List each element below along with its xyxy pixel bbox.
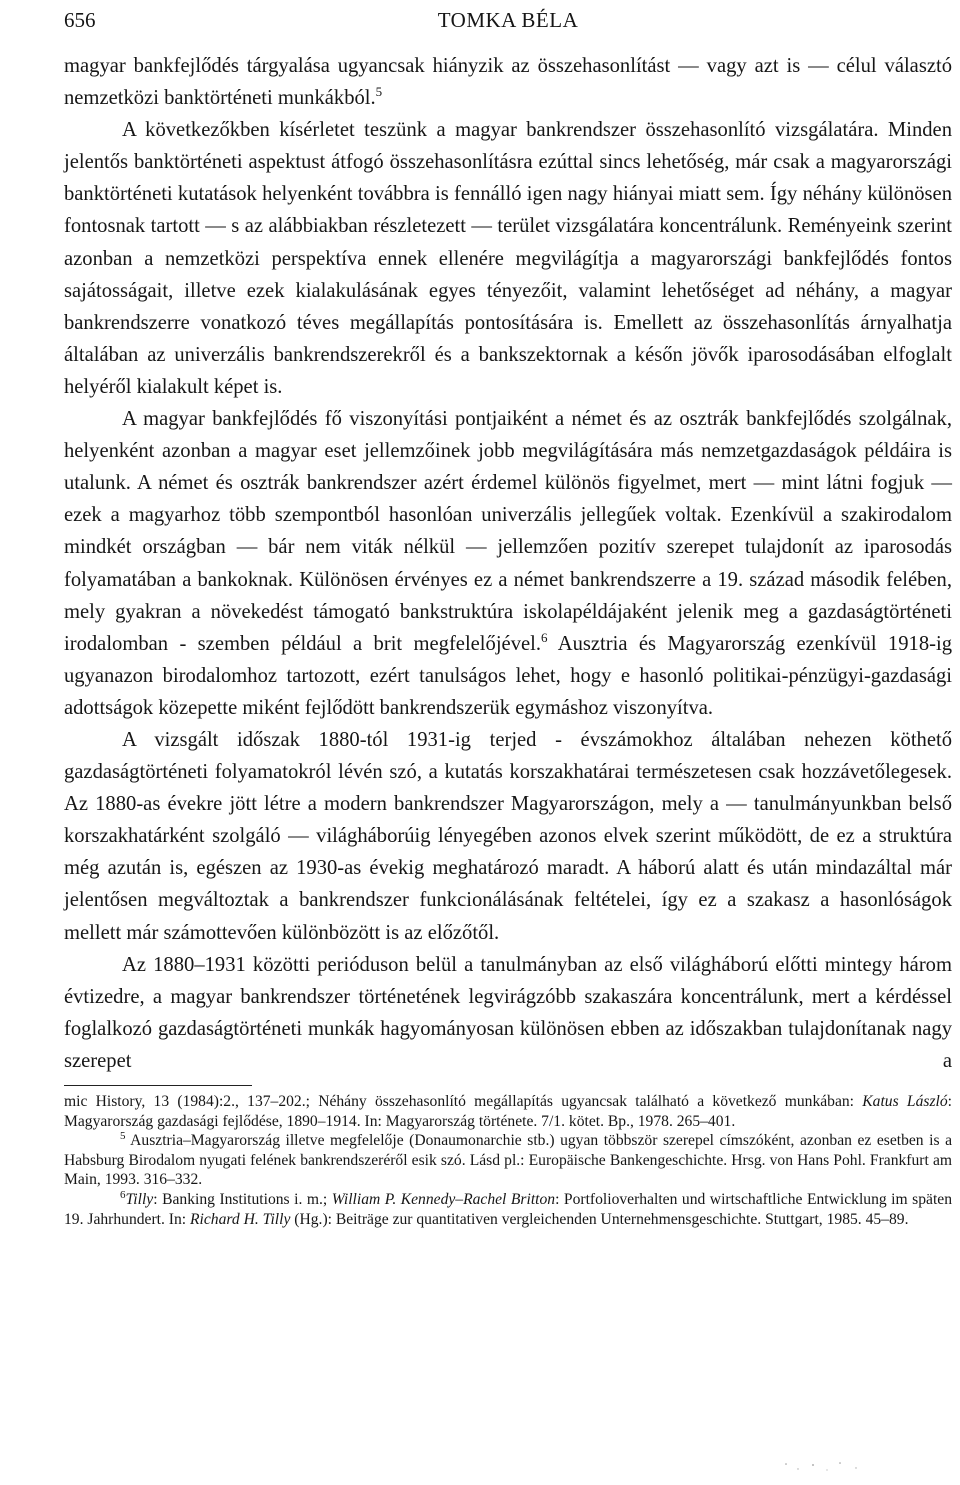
footnote-6-text-3: (Hg.): Beiträge zur quantitativen vergleichenden Unternehmensgeschichte. Stuttgart, 1985. 45–89. (290, 1210, 909, 1228)
footnote-ref-6: 6 (541, 629, 548, 645)
paragraph-3-text-b: Ausztria és Magyarország ezenkívül 1918-ig ugyanazon birodalomhoz tartozott, ezért tanulságos lehet, hogy e hasonló politikai-pénzügyi-gazdasági adottságok közepette miként fejlődött bankrendszerük egymáshoz viszonyítva. (64, 632, 952, 719)
footnote-separator (64, 1085, 252, 1086)
footnote-6-number: 6 (120, 1188, 126, 1201)
paragraph-1-text: magyar bankfejlődés tárgyalása ugyancsak hiányzik az összehasonlítást — vagy azt is — célul választó nemzetközi banktörténeti munkákból. (64, 55, 952, 110)
footnote-continuation-text-1: mic History, 13 (1984):2., 137–202.; Néhány összehasonlító megállapítás ugyancsak található a következő munkában: (64, 1093, 863, 1110)
footnote-5-number: 5 (120, 1130, 126, 1143)
running-head: TOMKA BÉLA (437, 8, 579, 32)
footnote-6-author-3: Richard H. Tilly (190, 1210, 291, 1228)
main-text (64, 50, 952, 1077)
footnote-5-text: Ausztria–Magyarország illetve megfelelője (Donaumonarchie stb.) ugyan többször szerepel címszóként, azonban ez esetben is a Habsburg Birodalom nyugati felének bankrendszeréről esik szó. Lásd pl.: Europäische Bankengeschichte. Hrsg. von Hans Pohl. Frankfurt am Main, 1993. 316–332. (64, 1132, 952, 1189)
paragraph-4: A vizsgált időszak 1880-tól 1931-ig terjed - évszámokhoz általában nehezen köthető gazdaságtörténeti folyamatokról lévén szó, a kutatás korszakhatárai természetesen csak hozzávetőlegesek. Az 1880-as évekre jött létre a modern bankrendszer Magyarországon, mely a — tanulmányunkban belső korszakhatárként szolgáló — világháborúig lényegében azonos elvek szerint működött, de ez a struktúra még azután is, egészen az 1930-as évekig meghatározó maradt. A háború alatt és után mindazáltal már jelentősen megváltoztak a bankrendszer funkcionálásának feltételei, így ez a szakasz a hasonlóságok mellett már számottevően különbözött is az előzőtől. (64, 728, 952, 944)
paragraph-2: A következőkben kísérletet teszünk a magyar bankrendszer összehasonlító vizsgálatára. Minden jelentős banktörténeti aspektust átfogó összehasonlításra ezúttal sincs lehetőség, már csak a magyarországi banktörténeti kutatások helyenként továbbra is fennálló igen nagy hiányai miatt sem. Így néhány különösen fontosnak tartott — s az alábbiakban részletezett — terület vizsgálatára koncentrálunk. Reményeink szerint azonban a nemzetközi perspektíva ennek ellenére megvilágítja a magyarországi bankfejlődés fontos sajátosságait, illetve ezek kialakulásának egyes tényezőit, valamint lehetőséget ad néhány, a magyar bankrendszerre vonatkozó téves megállapítás pontosítására is. Emellett az összehasonlítás árnyalhatja általában az univerzális bankrendszerekről és a bankszektornak a későn jövők iparosodásában elfoglalt helyéről kialakult képet is. (64, 119, 952, 398)
footnote-6-author-2: William P. Kennedy–Rachel Britton (331, 1190, 556, 1208)
paragraph-3 (64, 403, 952, 724)
page-number: 656 (64, 8, 96, 32)
footnote-ref-5: 5 (375, 84, 383, 100)
footnotes (64, 1092, 952, 1229)
scan-specks (780, 1460, 870, 1474)
footnote-5 (64, 1131, 952, 1190)
footnote-author: Katus László (862, 1093, 948, 1110)
paragraph-3-text-a: A magyar bankfejlődés fő viszonyítási pontjaiként a német és az osztrák bankfejlődés szolgálnak, helyenként azonban a magyar eset jellemzőinek jobb megvilágítására más nemzetgazdaságok példáira is utalunk. A német és osztrák bankrendszer azért érdemel különös figyelmet, mert — mint látni fogjuk — ezek a magyarhoz több szempontból hasonlóan univerzális jellegűek voltak. Ezenkívül a szakirodalom mindkét országban — bár nem viták nélkül — jellemzően pozitív szerepet tulajdonít az iparosodás folyamatában a bankoknak. Különösen érvényes ez a német bankrendszerre a 19. század második felében, mely gyakran a növekedést támogató bankstruktúra iskolapéldájaként jelenik meg a gazdaságtörténeti irodalomban - szemben például a brit megfelelőjével. (64, 408, 952, 655)
footnote-6 (64, 1190, 952, 1229)
page-header (64, 8, 952, 44)
footnote-6-author-1: Tilly (125, 1190, 154, 1208)
footnote-continuation-text-2: : Magyarország gazdasági fejlődése, 1890–1914. In: Magyarország története. 7/1. kötet. Bp., 1978. 265–401. (64, 1093, 952, 1130)
paragraph-5: Az 1880–1931 közötti perióduson belül a tanulmányban az első világháború előtti mintegy három évtizedre, a magyar bankrendszer történetének legvirágzóbb szakaszára koncentrálunk, mert a kérdéssel foglalkozó gazdaságtörténeti munkák hagyományosan különösen ebben az időszakban tulajdonítanak nagy szerepet a (64, 953, 952, 1072)
page (64, 0, 952, 1229)
footnote-6-text-2: : Portfolioverhalten und wirtschaftliche Entwicklung im späten 19. Jahrhundert. In: (64, 1190, 952, 1228)
footnote-6-text-1: : Banking Institutions i. m.; (153, 1190, 332, 1208)
footnote-continuation (64, 1092, 952, 1131)
paragraph-1 (64, 50, 952, 114)
